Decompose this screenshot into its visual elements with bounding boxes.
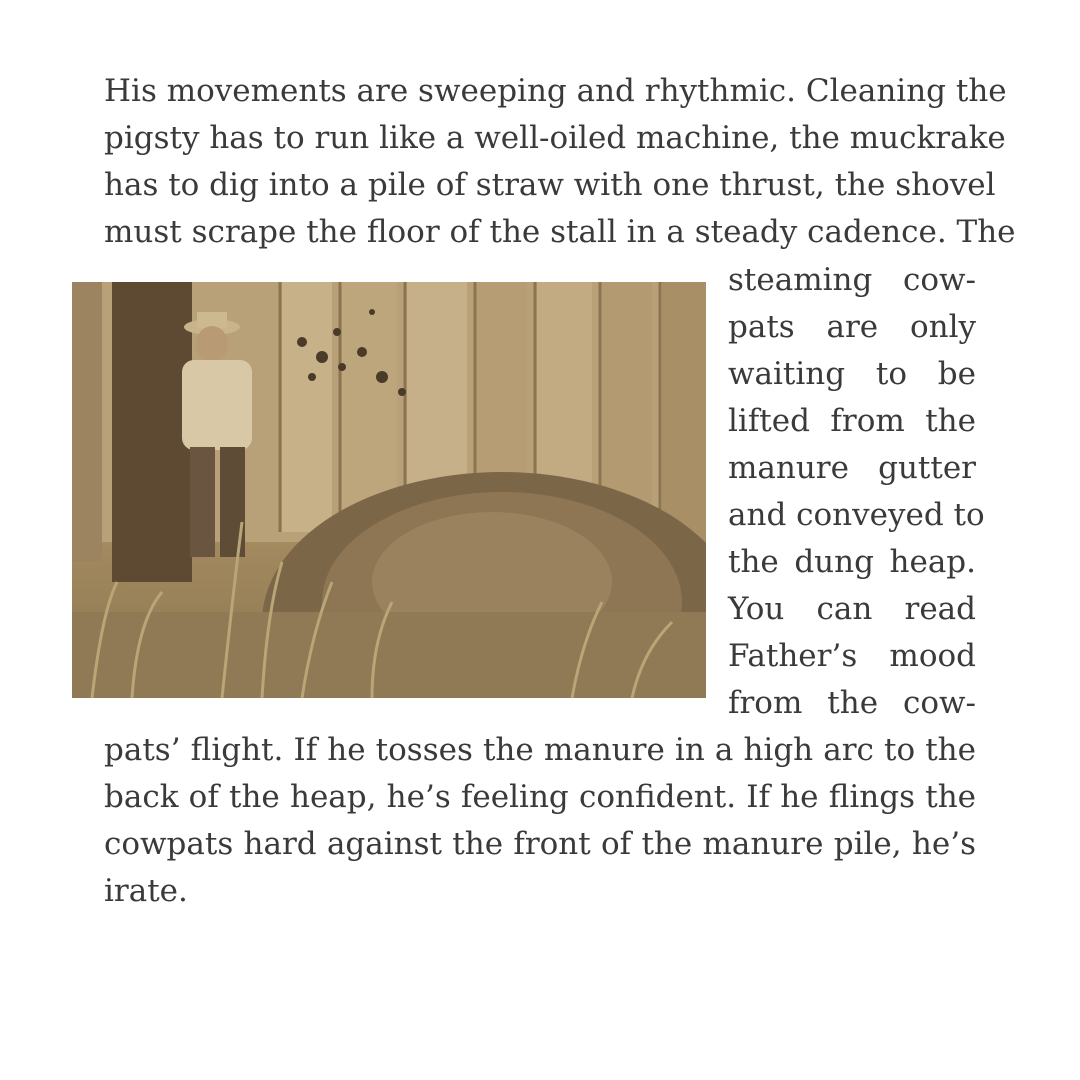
farmer-manure-photo [72, 282, 706, 698]
text-line: pigsty has to run like a well-oiled machine, the muckrake [104, 120, 1006, 156]
text-line: manure gutter [728, 450, 976, 486]
text-line: has to dig into a pile of straw with one thrust, the shovel [104, 167, 996, 203]
text-line: His movements are sweeping and rhythmic. Cleaning the [104, 73, 1007, 109]
text-line: irate. [104, 873, 188, 909]
text-line: Father’s mood [728, 638, 976, 674]
text-line: from the cow- [728, 685, 976, 721]
text-line: pats are only [728, 309, 976, 345]
text-line: cowpats hard against the front of the manure pile, he’s [104, 826, 976, 862]
text-line: back of the heap, he’s feeling confident. If he flings the [104, 779, 976, 815]
text-line: and conveyed to [728, 497, 985, 533]
text-line: You can read [728, 591, 976, 627]
text-line: steaming cow- [728, 262, 976, 298]
text-line: must scrape the floor of the stall in a steady cadence. The [104, 214, 1016, 250]
text-line: the dung heap. [728, 544, 976, 580]
text-line: lifted from the [728, 403, 976, 439]
text-line: waiting to be [728, 356, 976, 392]
text-line: pats’ flight. If he tosses the manure in a high arc to the [104, 732, 976, 768]
